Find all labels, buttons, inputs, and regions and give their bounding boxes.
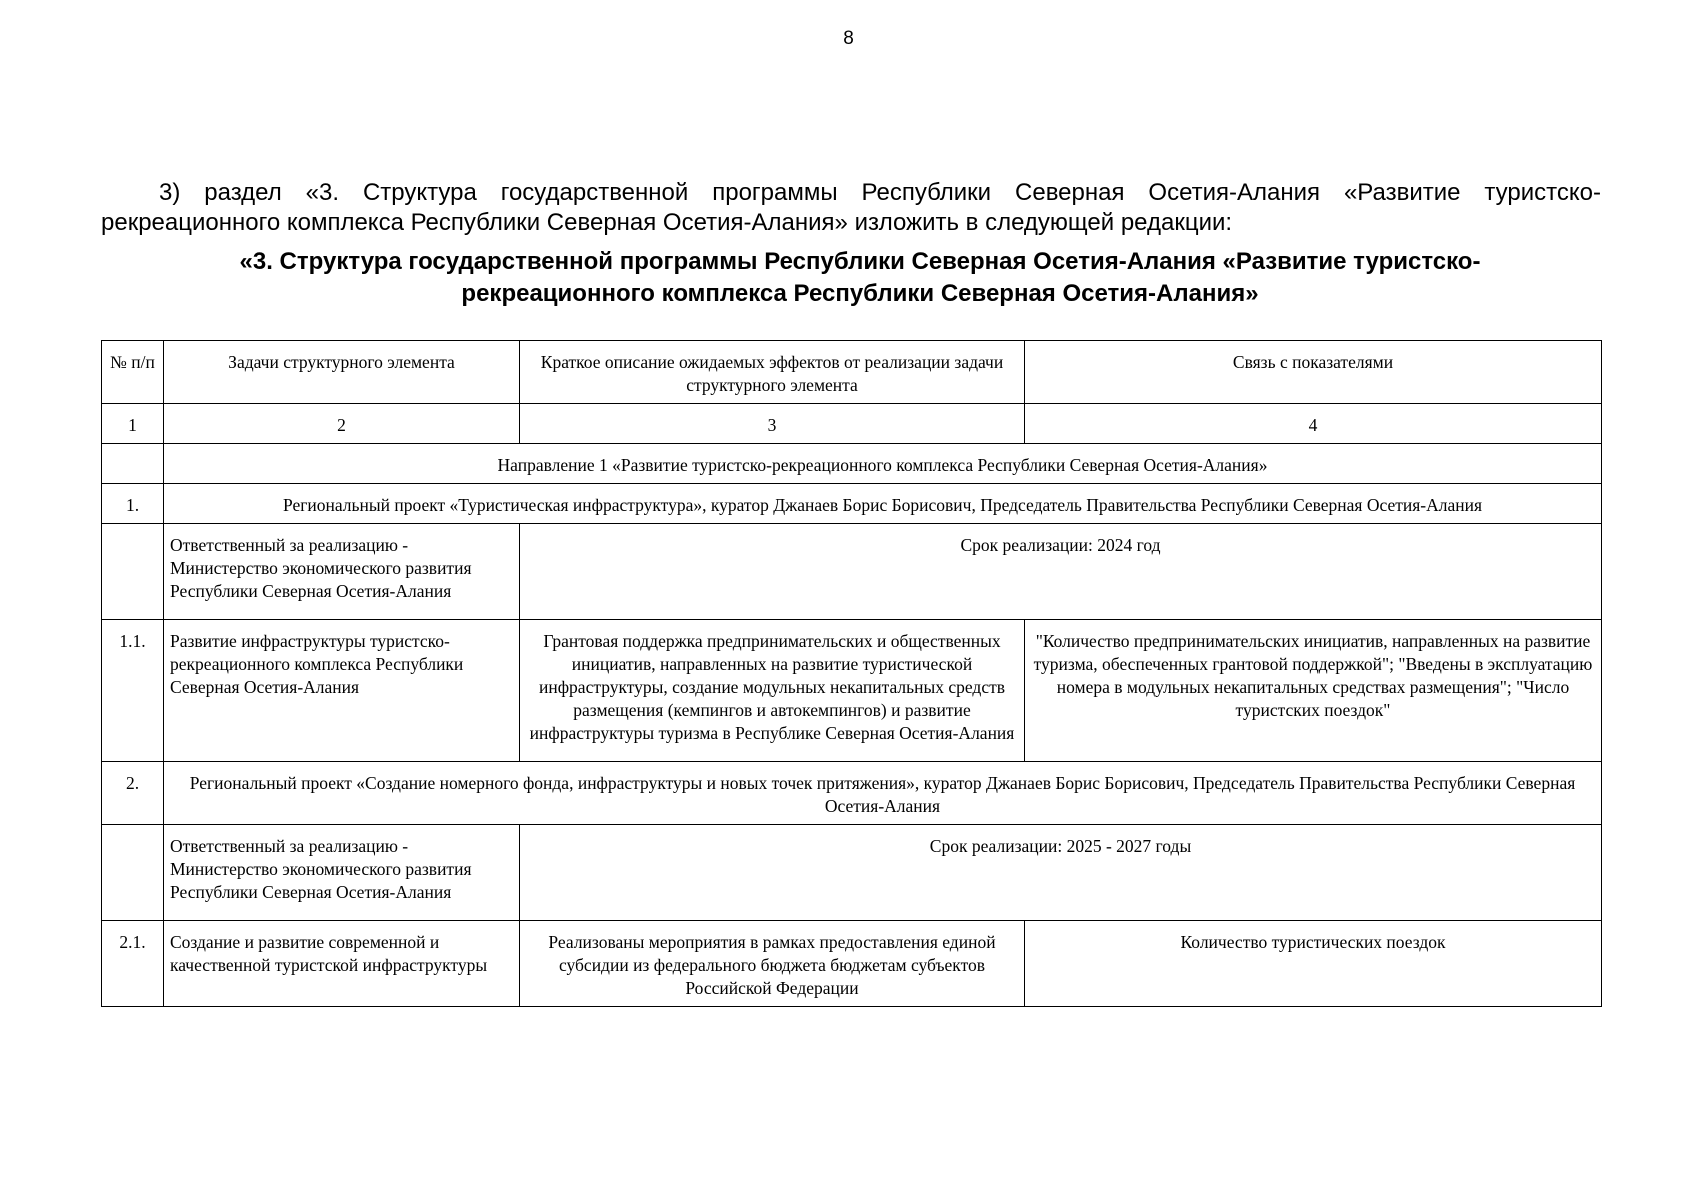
project-row xyxy=(102,762,1602,825)
task-indicators: "Количество предпринимательских инициатив, направленных на развитие туризма, обеспеченных грантовой поддержкой"; "Введены в эксплуатацию номера в модульных некапитальных средствах размещения"; "Число туристских поездок" xyxy=(1025,620,1602,762)
direction-title: Направление 1 «Развитие туристско-рекреационного комплекса Республики Северная Осетия-Алания» xyxy=(164,444,1602,484)
column-number: 2 xyxy=(164,404,520,444)
responsible-row xyxy=(102,825,1602,921)
implementation-term: Срок реализации: 2025 - 2027 годы xyxy=(520,825,1602,921)
task-name: Создание и развитие современной и качественной туристской инфраструктуры xyxy=(164,921,520,1007)
task-number: 1.1. xyxy=(102,620,164,762)
header-effects: Краткое описание ожидаемых эффектов от реализации задачи структурного элемента xyxy=(520,341,1025,404)
section-heading-line-1: «3. Структура государственной программы Республики Северная Осетия-Алания «Развитие туристско- xyxy=(239,248,1481,275)
page-number: 8 xyxy=(843,28,854,49)
project-number: 2. xyxy=(102,762,164,825)
column-number: 4 xyxy=(1025,404,1602,444)
task-effects: Реализованы мероприятия в рамках предоставления единой субсидии из федерального бюджета бюджетам субъектов Российской Федерации xyxy=(520,921,1025,1007)
responsible-text: Ответственный за реализацию - Министерство экономического развития Республики Северная Осетия-Алания xyxy=(164,825,520,921)
column-number-row xyxy=(102,404,1602,444)
column-number: 3 xyxy=(520,404,1025,444)
empty-cell xyxy=(102,825,164,921)
task-row xyxy=(102,921,1602,1007)
task-indicators: Количество туристических поездок xyxy=(1025,921,1602,1007)
task-number: 2.1. xyxy=(102,921,164,1007)
section-heading-line-2: рекреационного комплекса Республики Северная Осетия-Алания» xyxy=(461,280,1259,307)
header-indicators: Связь с показателями xyxy=(1025,341,1602,404)
task-effects: Грантовая поддержка предпринимательских и общественных инициатив, направленных на развитие туристической инфраструктуры, создание модульных некапитальных средств размещения (кемпингов и автокемпингов) и развитие инфраструктуры туризма в Республике Северная Осетия-Алания xyxy=(520,620,1025,762)
project-row xyxy=(102,484,1602,524)
project-title: Региональный проект «Туристическая инфраструктура», куратор Джанаев Борис Борисович, Председатель Правительства Республики Северная Осетия-Алания xyxy=(164,484,1602,524)
task-name: Развитие инфраструктуры туристско-рекреационного комплекса Республики Северная Осетия-Алания xyxy=(164,620,520,762)
task-row xyxy=(102,620,1602,762)
responsible-text: Ответственный за реализацию - Министерство экономического развития Республики Северная Осетия-Алания xyxy=(164,524,520,620)
project-title: Региональный проект «Создание номерного фонда, инфраструктуры и новых точек притяжения», куратор Джанаев Борис Борисович, Председатель Правительства Республики Северная Осетия-Алания xyxy=(164,762,1602,825)
section-heading xyxy=(160,246,1560,310)
empty-cell xyxy=(102,524,164,620)
program-structure-table xyxy=(101,340,1602,1007)
header-tasks: Задачи структурного элемента xyxy=(164,341,520,404)
header-num: № п/п xyxy=(102,341,164,404)
table-header-row xyxy=(102,341,1602,404)
column-number: 1 xyxy=(102,404,164,444)
implementation-term: Срок реализации: 2024 год xyxy=(520,524,1602,620)
direction-row xyxy=(102,444,1602,484)
responsible-row xyxy=(102,524,1602,620)
project-number: 1. xyxy=(102,484,164,524)
empty-cell xyxy=(102,444,164,484)
intro-paragraph: 3) раздел «3. Структура государственной программы Республики Северная Осетия-Алания «Развитие туристско-рекреационного комплекса Республики Северная Осетия-Алания» изложить в следующей редакции: xyxy=(101,179,1601,236)
